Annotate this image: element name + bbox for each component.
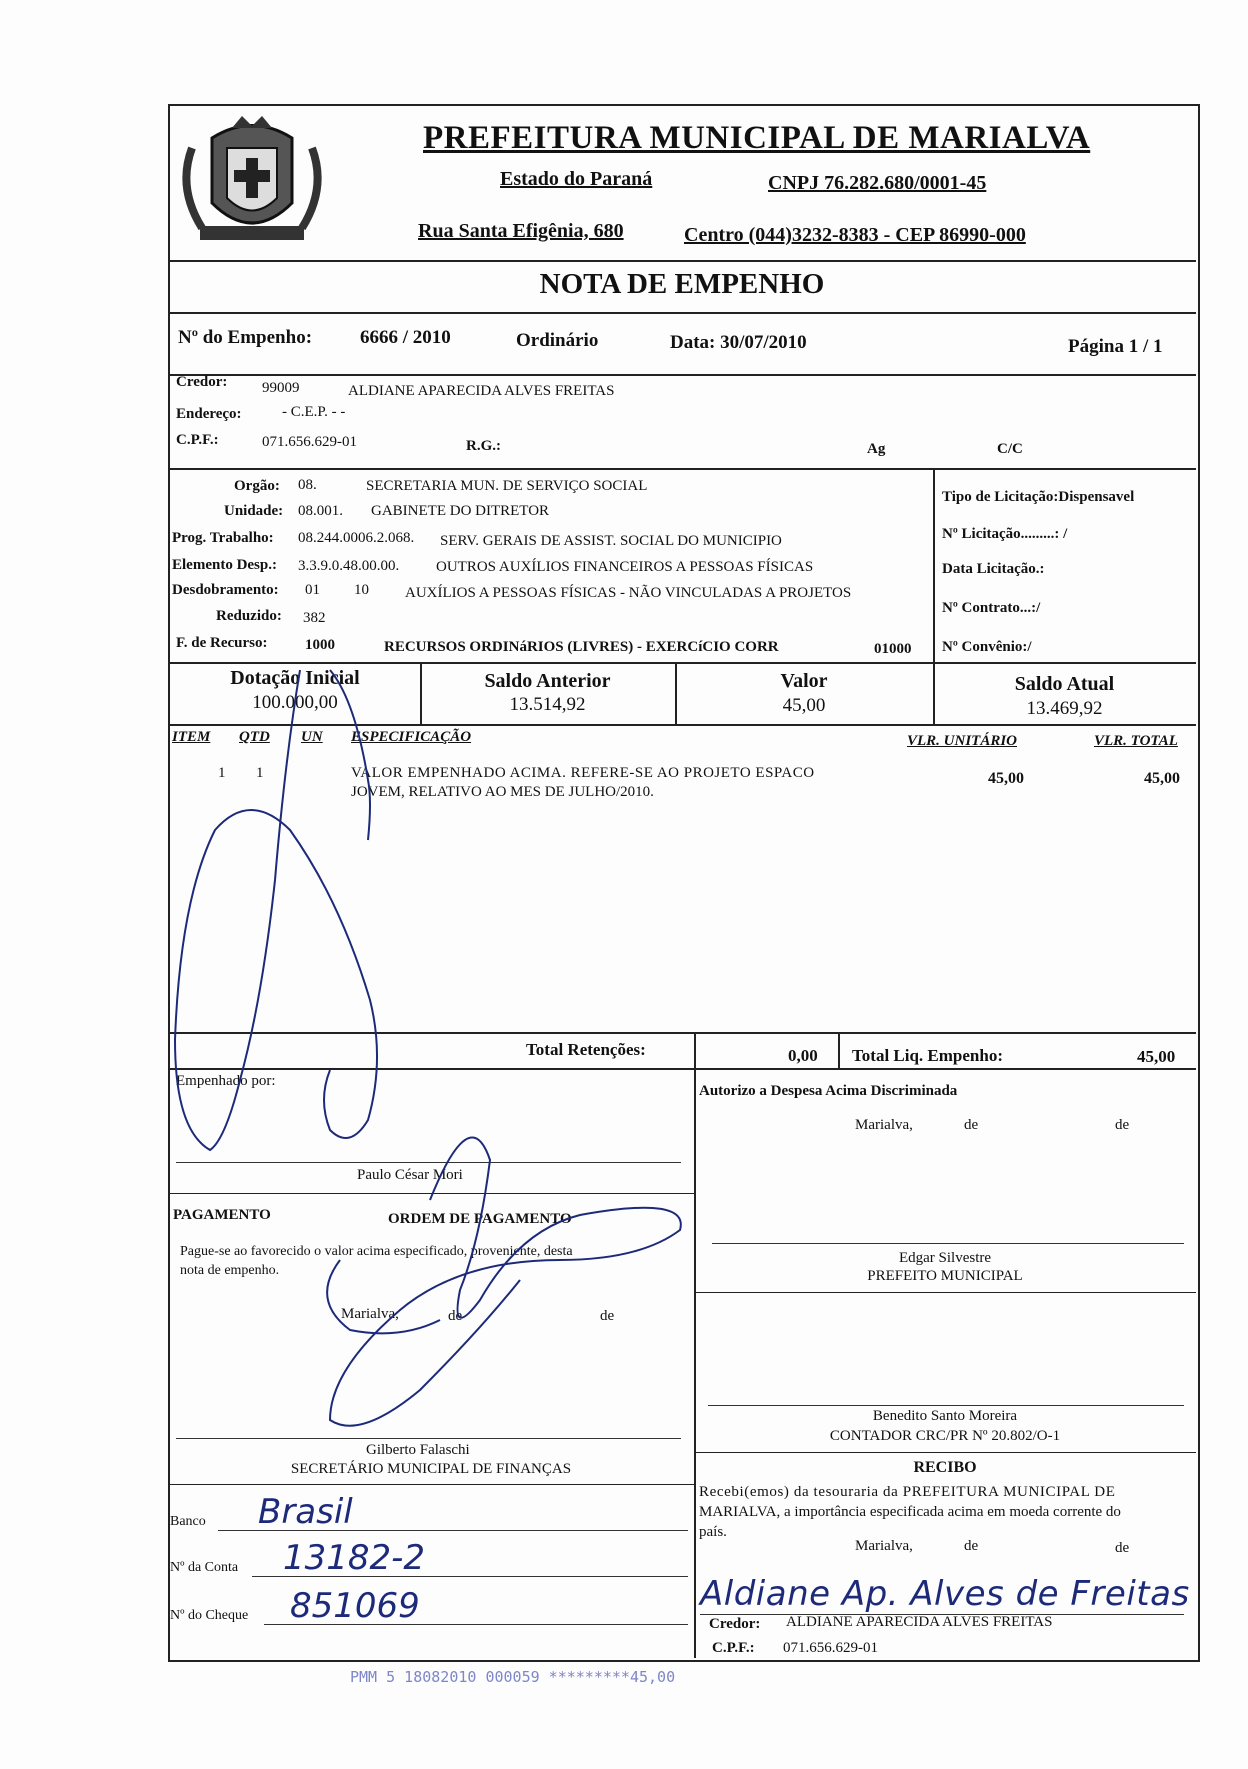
- items-header-unit: VLR. UNITÁRIO: [907, 733, 1018, 749]
- cpf-label: C.P.F.:: [176, 432, 219, 448]
- reduzido-value: 382: [303, 610, 326, 626]
- conta-value: 13182-2: [283, 1538, 426, 1578]
- recibo-de-2: de: [1115, 1540, 1130, 1556]
- saldo-atual-label: Saldo Atual: [1014, 673, 1115, 695]
- pagamento-text-line-2: nota de empenho.: [180, 1263, 280, 1278]
- numero-licitacao: Nº Licitação.........: /: [942, 526, 1068, 542]
- saldo-atual-value: 13.469,92: [1026, 698, 1103, 719]
- cc-label: C/C: [997, 441, 1023, 457]
- unidade-label: Unidade:: [224, 503, 284, 519]
- credor-code: 99009: [262, 380, 300, 396]
- items-header-total: VLR. TOTAL: [1094, 733, 1178, 749]
- saldo-anterior-value: 13.514,92: [509, 694, 586, 715]
- items-header-qtd: QTD: [239, 729, 270, 745]
- recurso-label: F. de Recurso:: [176, 635, 268, 651]
- item-spec-line-2: JOVEM, RELATIVO AO MES DE JULHO/2010.: [351, 784, 654, 800]
- recibo-signature: Aldiane Ap. Alves de Freitas: [700, 1574, 1190, 1614]
- desdobramento-label: Desdobramento:: [172, 582, 279, 598]
- orgao-code: 08.: [298, 477, 317, 493]
- cheque-value: 851069: [290, 1586, 420, 1626]
- pagamento-signer-name: Gilberto Falaschi: [366, 1442, 470, 1458]
- address: Rua Santa Efigênia, 680: [418, 220, 624, 242]
- pagamento-signer-role: SECRETÁRIO MUNICIPAL DE FINANÇAS: [290, 1461, 572, 1477]
- pagamento-title: PAGAMENTO: [173, 1207, 271, 1223]
- item-qtd: 1: [256, 765, 264, 781]
- data-licitacao: Data Licitação.:: [942, 561, 1045, 577]
- recurso-code: 1000: [305, 637, 335, 653]
- recurso-code-2: 01000: [874, 641, 912, 657]
- valor-value: 45,00: [782, 695, 826, 716]
- endereco-label: Endereço:: [176, 406, 242, 422]
- dotacao-label: Dotação Inicial: [230, 667, 360, 689]
- pagamento-place: Marialva,: [341, 1306, 399, 1322]
- liq-empenho-value: 45,00: [1137, 1047, 1176, 1066]
- page-number: Página 1 / 1: [1068, 336, 1163, 357]
- conta-label: Nº da Conta: [170, 1560, 239, 1575]
- retencoes-label: Total Retenções:: [526, 1040, 646, 1059]
- recibo-text-line-1: Recebi(emos) da tesouraria da PREFEITURA MUNICIPAL DE: [699, 1484, 1116, 1500]
- recibo-credor-name: ALDIANE APARECIDA ALVES FREITAS: [786, 1614, 1053, 1630]
- unidade-desc: GABINETE DO DITRETOR: [371, 503, 550, 519]
- contact-info: Centro (044)3232-8383 - CEP 86990-000: [684, 224, 1026, 246]
- numero-convenio: Nº Convênio:/: [942, 639, 1032, 655]
- empenhado-signer: Paulo César Mori: [357, 1167, 463, 1183]
- contador-name: Benedito Santo Moreira: [872, 1408, 1018, 1424]
- items-header-spec: ESPECIFICAÇÃO: [351, 729, 472, 745]
- item-unit-value: 45,00: [988, 770, 1024, 787]
- unidade-code: 08.001.: [298, 503, 343, 519]
- rg-label: R.G.:: [466, 438, 501, 454]
- recibo-place: Marialva,: [855, 1538, 913, 1554]
- prog-label: Prog. Trabalho:: [172, 530, 274, 546]
- ordem-pagamento-title: ORDEM DE PAGAMENTO: [388, 1211, 572, 1227]
- autorizo-de-2: de: [1115, 1117, 1130, 1133]
- banco-label: Banco: [170, 1514, 206, 1529]
- elemento-label: Elemento Desp.:: [172, 557, 277, 573]
- valor-label: Valor: [780, 670, 828, 692]
- tipo-licitacao: Tipo de Licitação:Dispensavel: [942, 489, 1135, 505]
- pagamento-de-2: de: [600, 1308, 615, 1324]
- pagamento-text-line-1: Pague-se ao favorecido o valor acima especificado, proveniente, desta: [180, 1244, 573, 1259]
- desdobramento-code-2: 10: [354, 582, 369, 598]
- numero-contrato: Nº Contrato...:/: [942, 600, 1041, 616]
- items-header-item: ITEM: [172, 729, 211, 745]
- empenho-label: Nº do Empenho:: [178, 327, 313, 348]
- recurso-desc: RECURSOS ORDINáRIOS (LIVRES) - EXERCíCIO CORR: [384, 639, 779, 655]
- empenho-type: Ordinário: [516, 330, 599, 351]
- autorizo-signer-name: Edgar Silvestre: [898, 1250, 992, 1266]
- payment-stamp: PMM 5 18082010 000059 *********45,00: [350, 1668, 676, 1686]
- desdobramento-desc: AUXÍLIOS A PESSOAS FÍSICAS - NÃO VINCULADAS A PROJETOS: [405, 585, 852, 601]
- endereco-value: - C.E.P. - -: [282, 404, 346, 420]
- orgao-label: Orgão:: [234, 478, 280, 494]
- items-header-un: UN: [301, 729, 323, 745]
- orgao-desc: SECRETARIA MUN. DE SERVIÇO SOCIAL: [366, 478, 648, 494]
- cheque-label: Nº do Cheque: [170, 1608, 249, 1623]
- retencoes-value: 0,00: [788, 1046, 818, 1065]
- empenhado-label: Empenhado por:: [176, 1073, 276, 1089]
- recibo-cpf-label: C.P.F.:: [712, 1640, 755, 1656]
- elemento-desc: OUTROS AUXÍLIOS FINANCEIROS A PESSOAS FÍSICAS: [436, 559, 814, 575]
- item-spec-line-1: VALOR EMPENHADO ACIMA. REFERE-SE AO PROJETO ESPACO: [351, 765, 815, 781]
- dotacao-value: 100.000,00: [252, 692, 338, 713]
- autorizo-label: Autorizo a Despesa Acima Discriminada: [699, 1083, 958, 1099]
- ag-label: Ag: [867, 441, 886, 457]
- contador-role: CONTADOR CRC/PR Nº 20.802/O-1: [829, 1428, 1061, 1444]
- recibo-text-line-2: MARIALVA, a importância especificada acima em moeda corrente do: [699, 1504, 1121, 1520]
- cpf-value: 071.656.629-01: [262, 434, 357, 450]
- banco-value: Brasil: [258, 1492, 353, 1532]
- recibo-title: RECIBO: [913, 1459, 977, 1476]
- recibo-text-line-3: país.: [699, 1524, 727, 1540]
- autorizo-place: Marialva,: [855, 1117, 913, 1133]
- credor-label: Credor:: [176, 374, 228, 390]
- item-total-value: 45,00: [1144, 770, 1180, 787]
- recibo-credor-label: Credor:: [709, 1616, 761, 1632]
- state-name: Estado do Paraná: [500, 168, 653, 190]
- empenho-date: Data: 30/07/2010: [670, 332, 807, 353]
- prog-desc: SERV. GERAIS DE ASSIST. SOCIAL DO MUNICIPIO: [440, 533, 782, 549]
- document-title: NOTA DE EMPENHO: [539, 268, 825, 300]
- pagamento-de-1: de: [448, 1308, 463, 1324]
- prog-code: 08.244.0006.2.068.: [298, 530, 415, 546]
- empenho-number: 6666 / 2010: [360, 327, 451, 348]
- autorizo-de-1: de: [964, 1117, 979, 1133]
- autorizo-signer-role: PREFEITO MUNICIPAL: [867, 1268, 1023, 1284]
- municipality-title: PREFEITURA MUNICIPAL DE MARIALVA: [423, 120, 1091, 156]
- reduzido-label: Reduzido:: [216, 608, 282, 624]
- saldo-anterior-label: Saldo Anterior: [484, 670, 611, 692]
- item-number: 1: [218, 765, 226, 781]
- elemento-code: 3.3.9.0.48.00.00.: [298, 558, 400, 574]
- recibo-de-1: de: [964, 1538, 979, 1554]
- cnpj: CNPJ 76.282.680/0001-45: [768, 172, 987, 194]
- credor-name: ALDIANE APARECIDA ALVES FREITAS: [348, 383, 615, 399]
- recibo-cpf-value: 071.656.629-01: [783, 1640, 878, 1656]
- desdobramento-code-1: 01: [305, 582, 320, 598]
- liq-empenho-label: Total Liq. Empenho:: [852, 1046, 1003, 1065]
